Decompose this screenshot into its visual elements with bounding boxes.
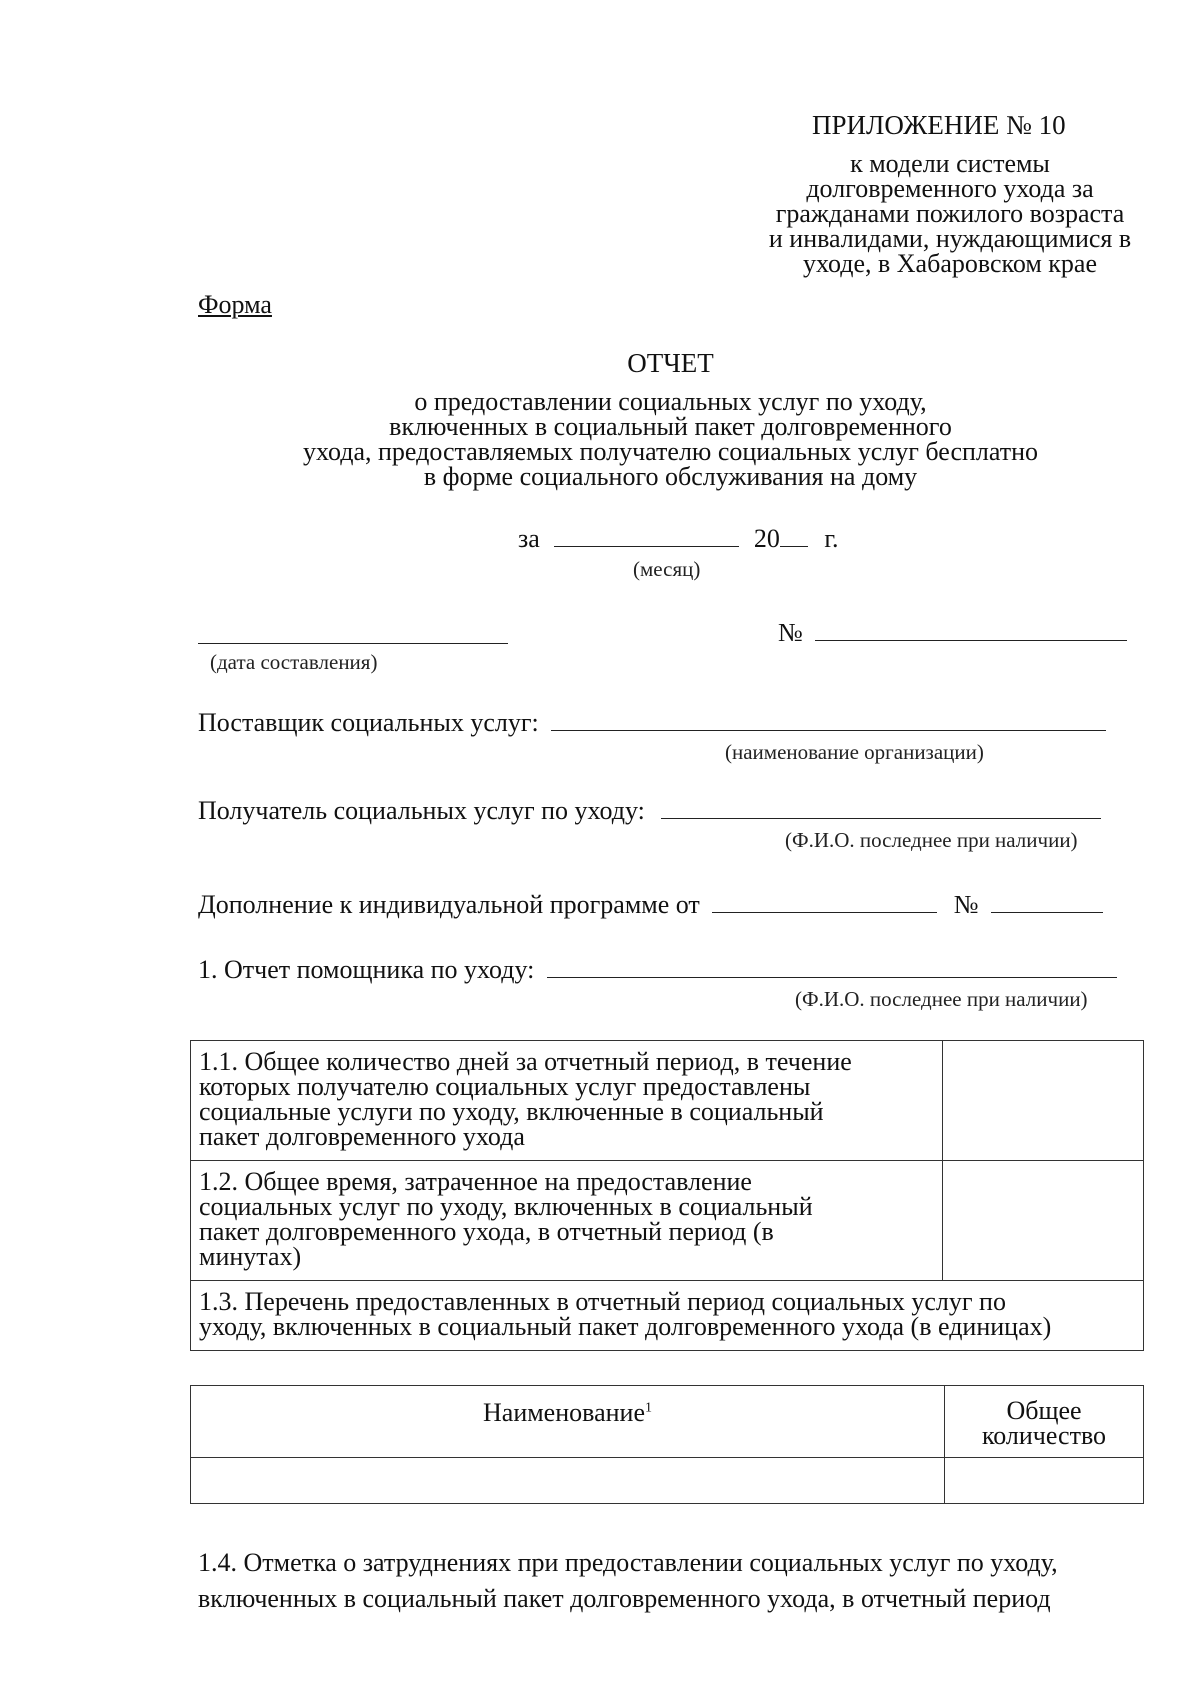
- recipient-label: Получатель социальных услуг по уходу:: [198, 796, 645, 825]
- appendix-line: долговременного ухода за: [806, 174, 1094, 203]
- cell-line: 1.2. Общее время, затраченное на предоставление: [199, 1167, 752, 1196]
- provider-hint: (наименование организации): [725, 740, 984, 764]
- cell-line: пакет долговременного ухода, в отчетный период (в: [199, 1217, 774, 1246]
- assistant-label: 1. Отчет помощника по уходу:: [198, 955, 535, 984]
- date-hint: (дата составления): [210, 650, 378, 674]
- service-total-cell[interactable]: [945, 1458, 1144, 1504]
- supplement-number-field[interactable]: [991, 890, 1103, 913]
- cell-line: уходу, включенных в социальный пакет долговременного ухода (в единицах): [199, 1312, 1052, 1341]
- appendix-line: уходе, в Хабаровском крае: [802, 249, 1098, 278]
- assistant-line: [198, 955, 1117, 985]
- report-subtitle-line: ухода, предоставляемых получателю социальных услуг бесплатно: [302, 437, 1039, 466]
- month-hint: (месяц): [633, 557, 701, 581]
- provider-line: [198, 708, 1106, 738]
- year-suffix: г.: [824, 524, 839, 553]
- recipient-line: [198, 796, 1101, 826]
- summary-row-label: [191, 1041, 943, 1161]
- section-line: 1.4. Отметка о затруднениях при предоставлении социальных услуг по уходу,: [198, 1548, 1058, 1577]
- summary-row-value[interactable]: [943, 1161, 1144, 1281]
- report-subtitle-line: о предоставлении социальных услуг по уходу,: [414, 387, 927, 416]
- table-row: [191, 1458, 1144, 1504]
- cell-line: 1.3. Перечень предоставленных в отчетный период социальных услуг по: [199, 1287, 1006, 1316]
- period-prefix: за: [518, 524, 540, 553]
- section-1-4: [198, 1545, 1058, 1617]
- provider-field[interactable]: [551, 708, 1106, 731]
- summary-row-label: [191, 1161, 943, 1281]
- report-title: ОТЧЕТ: [627, 348, 714, 378]
- report-number-label: №: [778, 618, 803, 647]
- table-header-row: [191, 1386, 1144, 1458]
- assistant-hint: (Ф.И.О. последнее при наличии): [795, 987, 1088, 1011]
- summary-row-value[interactable]: [943, 1041, 1144, 1161]
- provider-label: Поставщик социальных услуг:: [198, 708, 539, 737]
- month-field[interactable]: [554, 524, 739, 547]
- supplement-line: [198, 890, 1103, 920]
- date-field[interactable]: [198, 643, 508, 644]
- supplement-number-label: №: [953, 890, 979, 919]
- report-subtitle-line: в форме социального обслуживания на дому: [423, 462, 918, 491]
- table-row: [191, 1161, 1144, 1281]
- report-subtitle-line: включенных в социальный пакет долговременного: [389, 412, 952, 441]
- report-number-line: [778, 618, 1127, 648]
- appendix-description: [740, 151, 1160, 276]
- footnote-marker: 1: [644, 1400, 652, 1416]
- col-header-total: [945, 1386, 1144, 1458]
- table-row: [191, 1281, 1144, 1351]
- assistant-field[interactable]: [547, 955, 1117, 978]
- cell-line: социальные услуги по уходу, включенные в социальный: [199, 1097, 824, 1126]
- cell-line: минутах): [199, 1242, 302, 1271]
- service-name-cell[interactable]: [191, 1458, 945, 1504]
- recipient-field[interactable]: [661, 796, 1101, 819]
- cell-line: Общее: [1006, 1396, 1082, 1425]
- appendix-line: гражданами пожилого возраста: [775, 199, 1125, 228]
- cell-line: пакет долговременного ухода: [199, 1122, 525, 1151]
- report-number-field[interactable]: [815, 618, 1127, 641]
- form-label: Форма: [198, 290, 272, 319]
- appendix-line: к модели системы: [850, 149, 1050, 178]
- period-line: [518, 524, 839, 554]
- section-line: включенных в социальный пакет долговременного ухода, в отчетный период: [198, 1584, 1051, 1613]
- recipient-hint: (Ф.И.О. последнее при наличии): [785, 828, 1078, 852]
- report-subtitle: [0, 389, 1200, 489]
- summary-table: [190, 1040, 1144, 1351]
- col-name-label: Наименование: [483, 1398, 645, 1427]
- cell-line: 1.1. Общее количество дней за отчетный период, в течение: [199, 1047, 852, 1076]
- appendix-line: и инвалидами, нуждающимися в: [768, 224, 1132, 253]
- appendix-title: ПРИЛОЖЕНИЕ № 10: [812, 110, 1066, 140]
- cell-line: количество: [981, 1421, 1107, 1450]
- services-table: [190, 1385, 1144, 1504]
- supplement-date-field[interactable]: [712, 890, 937, 913]
- col-header-name: [191, 1386, 945, 1458]
- year-prefix: 20: [753, 524, 780, 553]
- table-row: [191, 1041, 1144, 1161]
- summary-full-row: [191, 1281, 1144, 1351]
- year-field[interactable]: [780, 524, 808, 547]
- cell-line: которых получателю социальных услуг предоставлены: [199, 1072, 811, 1101]
- supplement-label: Дополнение к индивидуальной программе от: [198, 890, 700, 919]
- cell-line: социальных услуг по уходу, включенных в социальный: [199, 1192, 813, 1221]
